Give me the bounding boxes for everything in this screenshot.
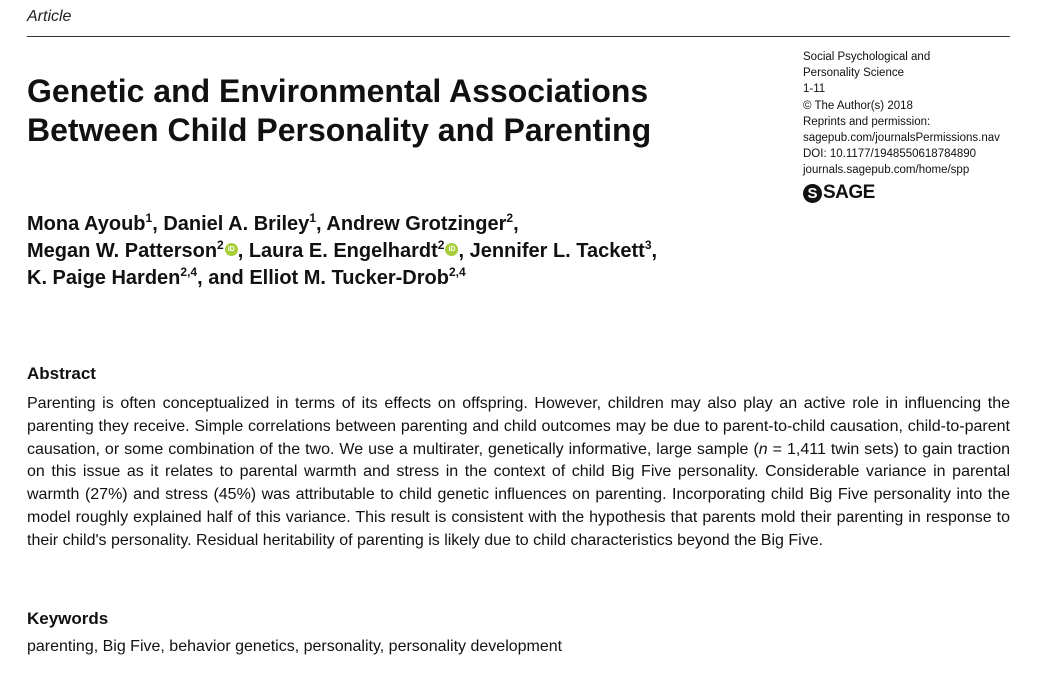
sage-logo-text: SAGE bbox=[823, 182, 875, 203]
title-line-1: Genetic and Environmental Associations bbox=[27, 73, 649, 109]
sage-logo-mark-icon: S bbox=[803, 184, 822, 203]
header-divider bbox=[27, 36, 1010, 37]
keywords-heading: Keywords bbox=[27, 609, 109, 628]
author-list bbox=[27, 211, 827, 292]
journal-copyright: © The Author(s) 2018 bbox=[803, 99, 913, 112]
section-label: Article bbox=[27, 8, 72, 25]
author-jennifer-tackett: Jennifer L. Tackett$^3$, bbox=[469, 238, 658, 262]
author-daniel-briley: Daniel A. Briley$^1$, bbox=[163, 211, 327, 235]
orcid-icon[interactable] bbox=[445, 243, 458, 256]
orcid-icon[interactable] bbox=[225, 243, 238, 256]
reprints-label: Reprints and permission: bbox=[803, 115, 931, 128]
keywords-text: parenting, Big Five, behavior genetics, personality, personality development bbox=[27, 638, 563, 655]
sage-logo bbox=[803, 182, 875, 204]
doi-link[interactable]: DOI: 10.1177/1948550618784890 bbox=[803, 148, 977, 161]
journal-home-link[interactable]: journals.sagepub.com/home/spp bbox=[803, 164, 970, 177]
article-title bbox=[27, 72, 747, 150]
journal-name-line-1: Social Psychological and bbox=[803, 51, 931, 63]
author-paige-harden: K. Paige Harden$^{2,4}$, and bbox=[27, 265, 250, 289]
author-laura-engelhardt: Laura E. Engelhardt$^2$iD , bbox=[249, 240, 470, 262]
journal-info bbox=[803, 49, 1053, 179]
author-megan-patterson: Megan W. Patterson$^2$iD , bbox=[27, 240, 249, 262]
author-andrew-grotzinger: Andrew Grotzinger$^2$, bbox=[326, 211, 519, 235]
title-line-2: Between Child Personality and Parenting bbox=[27, 112, 652, 148]
journal-pages: 1-11 bbox=[803, 83, 826, 96]
reprints-link[interactable]: sagepub.com/journalsPermissions.nav bbox=[803, 132, 1000, 145]
journal-name-line-2: Personality Science bbox=[803, 67, 904, 80]
author-elliot-tucker-drob: Elliot M. Tucker-Drob$^{2,4}$ bbox=[249, 265, 466, 289]
author-mona-ayoub: Mona Ayoub$^1$, bbox=[27, 211, 164, 235]
abstract-heading: Abstract bbox=[27, 364, 96, 383]
abstract-text: Parenting is often conceptualized in terms of its effects on offspring. However, children may also play an active role in influencing the parenting they receive. Simple correlations between parenting and child outcomes may be due to parent-to-child causation, child-to-parent causation, or some combination of the two. We use a multirater, genetically informative, large sample (n = 1,411 twin sets) to gain traction on this issue as it relates to parental warmth and stress in the context of child Big Five personality. Considerable variance in parental warmth (27%) and stress (45%) was attributable to child genetic influences on parenting. Incorporating child Big Five personality into the model roughly explained half of this variance. This result is consistent with the hypothesis that parents mold their parenting in response to their child's personality. Residual heritability of parenting is likely due to child characteristics beyond the Big Five. bbox=[27, 395, 1011, 549]
